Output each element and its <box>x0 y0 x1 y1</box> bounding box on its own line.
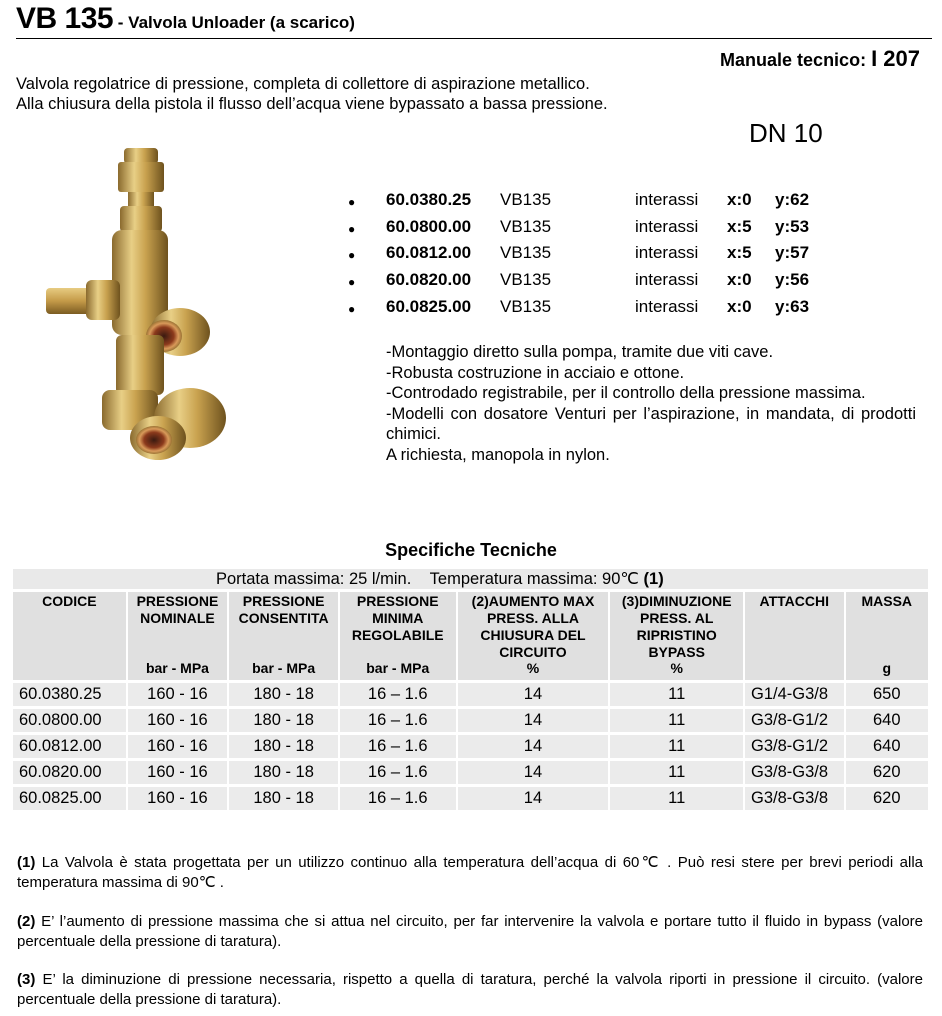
title-divider <box>16 38 932 39</box>
model-spacing-x: x:0 <box>727 270 752 289</box>
column-header-inner <box>610 592 743 680</box>
max-temperature: Temperatura massima: 90℃ <box>429 570 644 588</box>
column-header-inner <box>745 592 843 680</box>
model-name: VB135 <box>500 297 552 316</box>
table-cell: G1/4-G3/8 <box>745 683 843 706</box>
column-header-unit: g <box>882 660 892 676</box>
specs-title: Specifiche Tecniche <box>385 540 557 560</box>
column-header-unit: bar - MPa <box>252 660 316 676</box>
model-name: VB 135 <box>16 2 114 35</box>
bullet-icon: ● <box>348 248 356 262</box>
note-3-text: E’ la diminuzione di pressione necessaria, rispetto a quella di taratura, perché la valvola riporti in pressione il circuito. (valore percentuale della pressione di taratura). <box>17 971 923 1008</box>
table-cell: G3/8-G3/8 <box>745 761 843 784</box>
column-header-unit: % <box>526 660 540 676</box>
note-2-text: E’ l’aumento di pressione massima che si attua nel circuito, per far intervenire la valvola e portare tutto il fluido in bypass (valore percentuale della pressione di taratura). <box>17 913 923 950</box>
table-row <box>13 709 928 732</box>
table-cell: 650 <box>846 683 929 706</box>
bullet-icon: ● <box>348 302 356 316</box>
column-header <box>340 592 456 680</box>
dn-size: DN 10 <box>749 118 823 148</box>
feature-item: -Modelli con dosatore Venturi per l’aspirazione, in mandata, di prodotti chimici. <box>386 404 916 443</box>
column-header-unit: bar - MPa <box>145 660 209 676</box>
note-1-mark: (1) <box>17 854 36 871</box>
table-cell: 60.0812.00 <box>13 735 126 758</box>
table-cell: 640 <box>846 735 929 758</box>
model-name: VB135 <box>500 217 552 236</box>
model-spacing-x: x:0 <box>727 297 752 316</box>
table-cell: 16 – 1.6 <box>340 761 456 784</box>
specs-summary-cell <box>13 569 928 589</box>
table-cell: 14 <box>458 709 609 732</box>
table-cell: 180 - 18 <box>229 735 338 758</box>
bullet-icon: ● <box>348 222 356 236</box>
bullet-icon: ● <box>348 275 356 289</box>
feature-item: A richiesta, manopola in nylon. <box>386 445 610 464</box>
table-cell: 11 <box>610 761 743 784</box>
model-spacing-label: interassi <box>635 243 699 262</box>
feature-list <box>386 342 916 465</box>
column-header-label: PRESSIONE NOMINALE <box>136 593 219 626</box>
model-name: VB135 <box>500 190 552 209</box>
note-2 <box>17 912 923 952</box>
model-name: VB135 <box>500 243 552 262</box>
column-header-inner <box>128 592 228 680</box>
model-spacing-y: y:57 <box>775 243 810 262</box>
temperature-note-ref: (1) <box>643 570 664 588</box>
column-header <box>846 592 929 680</box>
table-cell: 16 – 1.6 <box>340 787 456 810</box>
table-cell: G3/8-G3/8 <box>745 787 843 810</box>
table-cell: 14 <box>458 761 609 784</box>
intro-line-2: Alla chiusura della pistola il flusso dell’acqua viene bypassato a bassa pressione. <box>16 95 608 113</box>
column-header-unit: bar - MPa <box>366 660 430 676</box>
table-cell: 160 - 16 <box>128 735 228 758</box>
model-code: 60.0800.00 <box>386 217 472 236</box>
table-cell: 14 <box>458 735 609 758</box>
model-spacing-y: y:63 <box>775 297 810 316</box>
model-spacing-x: x:5 <box>727 243 752 262</box>
valve-product-image <box>30 140 270 480</box>
table-row <box>13 787 928 810</box>
table-cell: 60.0825.00 <box>13 787 126 810</box>
model-spacing-label: interassi <box>635 217 699 236</box>
column-header-inner <box>229 592 338 680</box>
table-cell: 160 - 16 <box>128 709 228 732</box>
table-cell: 640 <box>846 709 929 732</box>
table-cell: 14 <box>458 683 609 706</box>
column-header-label: (3)DIMINUZIONE PRESS. AL RIPRISTINO BYPASS <box>621 593 732 660</box>
model-spacing-y: y:62 <box>775 190 810 209</box>
table-row <box>13 735 928 758</box>
table-cell: 620 <box>846 787 929 810</box>
column-header-inner <box>340 592 456 680</box>
table-cell: 160 - 16 <box>128 787 228 810</box>
model-spacing-x: x:5 <box>727 217 752 236</box>
manual-label: Manuale tecnico: <box>720 50 872 70</box>
table-cell: G3/8-G1/2 <box>745 735 843 758</box>
max-flow: Portata massima: 25 l/min. <box>216 570 412 588</box>
model-name: VB135 <box>500 270 552 289</box>
intro-line-1: Valvola regolatrice di pressione, completa di collettore di aspirazione metallico. <box>16 75 590 93</box>
table-cell: G3/8-G1/2 <box>745 709 843 732</box>
table-cell: 60.0800.00 <box>13 709 126 732</box>
column-header <box>610 592 743 680</box>
column-header <box>745 592 843 680</box>
table-cell: 620 <box>846 761 929 784</box>
table-cell: 16 – 1.6 <box>340 735 456 758</box>
model-code: 60.0820.00 <box>386 270 472 289</box>
specs-header-row <box>13 592 928 680</box>
column-header <box>458 592 609 680</box>
model-spacing-y: y:53 <box>775 217 810 236</box>
column-header-label: PRESSIONE CONSENTITA <box>238 593 329 626</box>
note-1 <box>17 853 923 893</box>
table-cell: 60.0380.25 <box>13 683 126 706</box>
model-code: 60.0812.00 <box>386 243 472 262</box>
table-cell: 11 <box>610 683 743 706</box>
model-spacing-label: interassi <box>635 190 699 209</box>
table-cell: 11 <box>610 787 743 810</box>
note-3 <box>17 970 923 1010</box>
table-cell: 180 - 18 <box>229 683 338 706</box>
feature-item: -Robusta costruzione in acciaio e ottone. <box>386 363 685 382</box>
table-cell: 60.0820.00 <box>13 761 126 784</box>
column-header-label: MASSA <box>861 593 913 609</box>
feature-item: -Controdado registrabile, per il controllo della pressione massima. <box>386 384 866 402</box>
column-header-label: (2)AUMENTO MAX PRESS. ALLA CHIUSURA DEL CIRCUITO <box>471 593 595 660</box>
table-cell: 11 <box>610 735 743 758</box>
model-code: 60.0825.00 <box>386 297 472 316</box>
note-2-mark: (2) <box>17 913 36 930</box>
model-spacing-y: y:56 <box>775 270 810 289</box>
specs-summary-bar <box>13 569 928 589</box>
model-spacing-label: interassi <box>635 297 699 316</box>
column-header-inner <box>846 592 929 680</box>
table-cell: 11 <box>610 709 743 732</box>
column-header <box>229 592 338 680</box>
specs-body <box>13 683 928 810</box>
column-header-label: PRESSIONE MINIMA REGOLABILE <box>351 593 444 643</box>
bullet-icon: ● <box>348 195 356 209</box>
column-header-label: ATTACCHI <box>759 593 829 609</box>
column-header-label: CODICE <box>42 593 97 609</box>
table-cell: 14 <box>458 787 609 810</box>
table-row <box>13 683 928 706</box>
table-cell: 16 – 1.6 <box>340 683 456 706</box>
table-row <box>13 761 928 784</box>
manual-reference <box>720 46 920 72</box>
page-subtitle: - Valvola Unloader (a scarico) <box>113 13 355 32</box>
column-header-unit: % <box>670 660 683 676</box>
model-code: 60.0380.25 <box>386 190 472 209</box>
table-cell: 180 - 18 <box>229 787 338 810</box>
manual-number: I 207 <box>871 46 920 71</box>
table-cell: 180 - 18 <box>229 709 338 732</box>
model-spacing-x: x:0 <box>727 190 752 209</box>
column-header <box>13 592 126 680</box>
note-1-text: La Valvola è stata progettata per un utilizzo continuo alla temperatura dell’acqua di 60℃ . Può resi stere per brevi periodi alla temperatura massima di 90℃ . <box>17 854 923 891</box>
feature-item: -Montaggio diretto sulla pompa, tramite due viti cave. <box>386 343 774 361</box>
note-3-mark: (3) <box>17 971 36 988</box>
specs-table <box>11 566 930 813</box>
column-header-inner <box>13 592 126 680</box>
table-cell: 160 - 16 <box>128 761 228 784</box>
column-header <box>128 592 228 680</box>
table-cell: 16 – 1.6 <box>340 709 456 732</box>
table-cell: 180 - 18 <box>229 761 338 784</box>
model-spacing-label: interassi <box>635 270 699 289</box>
table-cell: 160 - 16 <box>128 683 228 706</box>
page-title <box>16 2 355 36</box>
column-header-inner <box>458 592 609 680</box>
